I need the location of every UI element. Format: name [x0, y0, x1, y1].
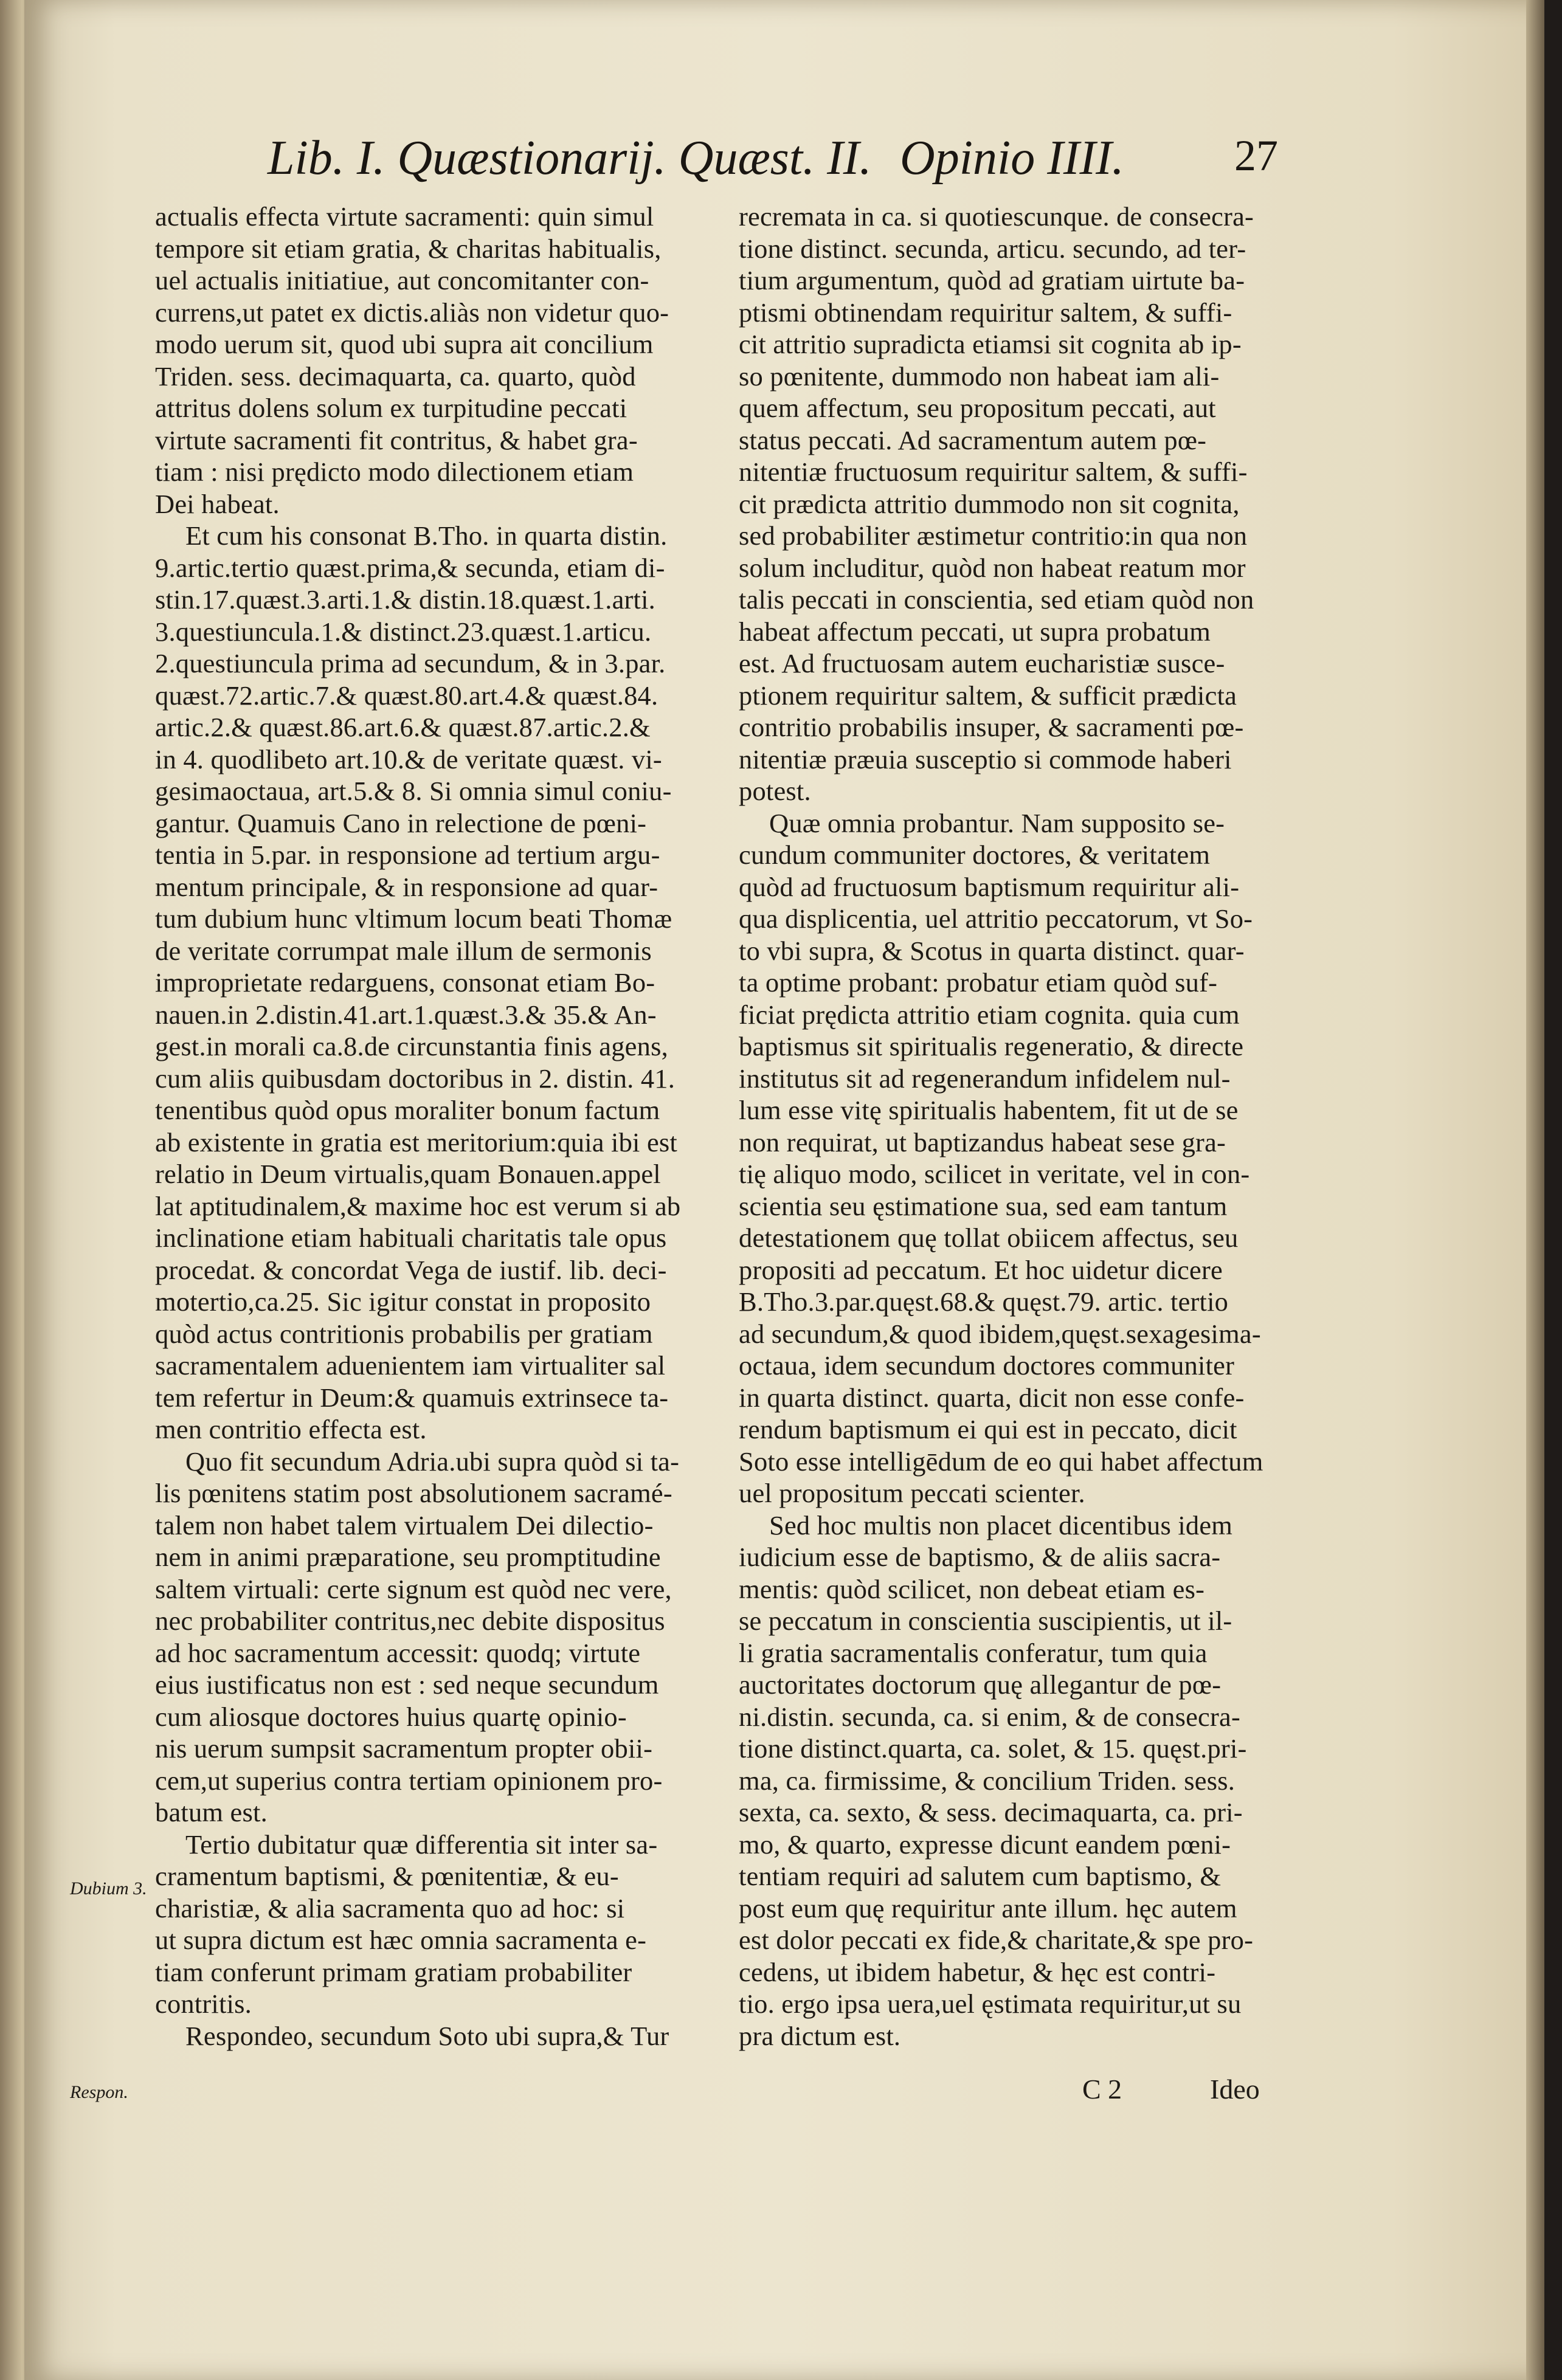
- text-line: ni.distin. secunda, ca. si enim, & de consecra-: [739, 1701, 1240, 1732]
- text-line: cum aliis quibusdam doctoribus in 2. distin. 41.: [155, 1063, 676, 1094]
- text-line: tum dubium hunc vltimum locum beati Thomæ: [155, 903, 672, 934]
- text-line: ab existente in gratia est meritorium:quia ibi est: [155, 1126, 677, 1157]
- signature-mark: C 2: [1082, 2074, 1122, 2105]
- text-line: currens,ut patet ex dictis.aliàs non videtur quo-: [155, 297, 669, 328]
- text-line: cum aliosque doctores huius quartę opinio-: [155, 1701, 627, 1732]
- text-line: li gratia sacramentalis conferatur, tum quia: [739, 1637, 1208, 1668]
- text-line: ptismi obtinendam requiritur saltem, & suffi-: [739, 297, 1232, 328]
- text-line: tentiam requiri ad salutem cum baptismo, &: [739, 1861, 1222, 1891]
- text-line: recremata in ca. si quotiescunque. de consecra-: [739, 201, 1254, 232]
- text-line: saltem virtuali: certe signum est quòd nec vere,: [155, 1573, 672, 1604]
- text-line: post eum quę requiritur ante illum. hęc autem: [739, 1892, 1237, 1923]
- text-line: Triden. sess. decimaquarta, ca. quarto, quòd: [155, 360, 636, 391]
- text-line: modo uerum sit, quod ubi supra ait concilium: [155, 329, 654, 359]
- text-line: virtute sacramenti fit contritus, & habet gra-: [155, 424, 638, 455]
- text-line: sexta, ca. sexto, & sess. decimaquarta, ca. pri-: [739, 1797, 1243, 1827]
- text-line: artic.2.& quæst.86.art.6.& quæst.87.artic.2.&: [155, 712, 651, 742]
- text-line: actualis effecta virtute sacramenti: quin simul: [155, 201, 654, 232]
- catchword: Ideo: [1210, 2074, 1260, 2105]
- text-line: de veritate corrumpat male illum de sermonis: [155, 935, 652, 966]
- text-line: eius iustificatus non est : sed neque secundum: [155, 1669, 659, 1700]
- text-line: Sed hoc multis non placet dicentibus idem: [769, 1509, 1233, 1540]
- text-line: Quo fit secundum Adria.ubi supra quòd si ta-: [185, 1446, 680, 1477]
- margin-note-dubium: Dubium 3.: [70, 1878, 147, 1899]
- text-line: Tertio dubitatur quæ differentia sit inter sa-: [185, 1829, 658, 1860]
- text-line: tione distinct.quarta, ca. solet, & 15. quęst.pri-: [739, 1733, 1247, 1764]
- text-line: tione distinct. secunda, articu. secundo, ad ter-: [739, 233, 1246, 264]
- text-line: B.Tho.3.par.quęst.68.& quęst.79. artic. tertio: [739, 1286, 1229, 1317]
- text-line: nitentiæ fructuosum requiritur saltem, & suffi-: [739, 457, 1248, 487]
- text-line: quòd ad fructuosum baptismum requiritur ali-: [739, 871, 1240, 902]
- text-line: ficiat prędicta attritio etiam cognita. quia cum: [739, 999, 1240, 1030]
- text-line: Quæ omnia probantur. Nam supposito se-: [769, 807, 1225, 838]
- text-line: se peccatum in conscientia suscipientis, ut il-: [739, 1606, 1232, 1636]
- text-line: tem refertur in Deum:& quamuis extrinsece ta-: [155, 1382, 669, 1413]
- text-line: quòd actus contritionis probabilis per gratiam: [155, 1318, 653, 1349]
- text-line: uel propositum peccati scienter.: [739, 1478, 1085, 1508]
- text-line: institutus sit ad regenerandum infidelem nul-: [739, 1063, 1231, 1094]
- text-line: habeat affectum peccati, ut supra probatum: [739, 616, 1211, 647]
- text-line: in quarta distinct. quarta, dicit non esse confe-: [739, 1382, 1245, 1413]
- text-line: baptismus sit spiritualis regeneratio, & directe: [739, 1031, 1244, 1061]
- text-line: est dolor peccati ex fide,& charitate,& spe pro-: [739, 1925, 1254, 1955]
- text-line: relatio in Deum virtualis,quam Bonauen.appel: [155, 1159, 661, 1189]
- text-line: non requirat, ut baptizandus habeat sese gra-: [739, 1126, 1226, 1157]
- text-line: status peccati. Ad sacramentum autem pœ-: [739, 424, 1207, 455]
- text-line: lum esse vitę spiritualis habentem, fit ut de se: [739, 1095, 1239, 1125]
- text-line: ad secundum,& quod ibidem,quęst.sexagesima-: [739, 1318, 1261, 1349]
- text-line: nem in animi præparatione, seu promptitudine: [155, 1542, 661, 1572]
- text-line: quæst.72.artic.7.& quæst.80.art.4.& quæst.84.: [155, 680, 658, 711]
- header-title: Lib. I. Quæstionarij. Quæst. II.: [268, 131, 872, 185]
- text-line: gesimaoctaua, art.5.& 8. Si omnia simul coniu-: [155, 776, 672, 806]
- left-text-column: [155, 201, 739, 2091]
- text-line: 2.questiuncula prima ad secundum, & in 3.par.: [155, 648, 666, 678]
- text-line: uel actualis initiatiue, aut concomitanter con-: [155, 265, 649, 295]
- text-line: est. Ad fructuosam autem eucharistiæ susce-: [739, 648, 1225, 678]
- text-line: auctoritates doctorum quę allegantur de pœ-: [739, 1669, 1222, 1700]
- text-line: propositi ad peccatum. Et hoc uidetur dicere: [739, 1254, 1223, 1285]
- text-line: contritio probabilis insuper, & sacramenti pœ-: [739, 712, 1244, 742]
- text-line: Soto esse intelligēdum de eo qui habet affectum: [739, 1446, 1263, 1477]
- text-line: procedat. & concordat Vega de iustif. lib. deci-: [155, 1254, 667, 1285]
- text-line: nec probabiliter contritus,nec debite dispositus: [155, 1606, 665, 1636]
- right-text-column: [739, 201, 1298, 2091]
- text-line: motertio,ca.25. Sic igitur constat in proposito: [155, 1286, 651, 1317]
- text-line: cedens, ut ibidem habetur, & hęc est contri-: [739, 1956, 1216, 1987]
- text-line: solum includitur, quòd non habeat reatum mor: [739, 552, 1246, 583]
- text-line: tenentibus quòd opus moraliter bonum factum: [155, 1095, 660, 1125]
- text-line: stin.17.quæst.3.arti.1.& distin.18.quæst.1.arti.: [155, 584, 655, 615]
- text-line: in 4. quodlibeto art.10.& de veritate quæst. vi-: [155, 743, 662, 774]
- running-header: [243, 125, 1277, 191]
- text-line: ad hoc sacramentum accessit: quodq; virtute: [155, 1637, 641, 1668]
- text-line: gest.in morali ca.8.de circunstantia finis agens,: [155, 1031, 668, 1061]
- text-line: charistiæ, & alia sacramenta quo ad hoc: si: [155, 1892, 625, 1923]
- text-line: improprietate redarguens, consonat etiam Bo-: [155, 967, 655, 998]
- text-line: so pœnitente, dummodo non habeat iam ali-: [739, 360, 1220, 391]
- text-line: tentia in 5.par. in responsione ad tertium argu-: [155, 840, 660, 870]
- text-line: mentum principale, & in responsione ad quar-: [155, 871, 658, 902]
- text-line: Dei habeat.: [155, 488, 280, 519]
- text-line: tię aliquo modo, scilicet in veritate, vel in con-: [739, 1159, 1250, 1189]
- text-line: talem non habet talem virtualem Dei dilectio-: [155, 1509, 654, 1540]
- text-line: 3.questiuncula.1.& distinct.23.quæst.1.articu.: [155, 616, 652, 647]
- text-line: nitentiæ præuia susceptio si commode haberi: [739, 743, 1232, 774]
- text-line: potest.: [739, 776, 811, 806]
- text-line: qua displicentia, uel attritio peccatorum, vt So-: [739, 903, 1253, 934]
- right-page-edge: [1526, 0, 1544, 2380]
- text-line: ma, ca. firmissime, & concilium Triden. sess.: [739, 1765, 1235, 1796]
- text-line: attritus dolens solum ex turpitudine peccati: [155, 393, 627, 423]
- text-line: contritis.: [155, 1989, 252, 2019]
- header-opinio: Opinio IIII.: [900, 131, 1124, 185]
- text-line: cit attritio supradicta etiamsi sit cognita ab ip-: [739, 329, 1242, 359]
- text-line: iudicium esse de baptismo, & de aliis sacra-: [739, 1542, 1221, 1572]
- text-line: sed probabiliter æstimetur contritio:in qua non: [739, 520, 1248, 551]
- text-line: rendum baptismum ei qui est in peccato, dicit: [739, 1414, 1237, 1444]
- text-line: cit prædicta attritio dummodo non sit cognita,: [739, 488, 1240, 519]
- text-line: tio. ergo ipsa uera,uel ęstimata requiritur,ut su: [739, 1989, 1242, 2019]
- text-line: tiam conferunt primam gratiam probabiliter: [155, 1956, 632, 1987]
- text-line: scientia seu ęstimatione sua, sed eam tantum: [739, 1190, 1228, 1221]
- text-line: Respondeo, secundum Soto ubi supra,& Tur: [185, 2020, 669, 2051]
- text-line: ut supra dictum est hæc omnia sacramenta e-: [155, 1925, 647, 1955]
- text-line: tiam : nisi prędicto modo dilectionem etiam: [155, 457, 634, 487]
- text-line: inclinatione etiam habituali charitatis tale opus: [155, 1223, 667, 1253]
- text-line: batum est.: [155, 1797, 268, 1827]
- text-line: cramentum baptismi, & pœnitentiæ, & eu-: [155, 1861, 619, 1891]
- text-line: quem affectum, seu propositum peccati, aut: [739, 393, 1216, 423]
- text-line: to vbi supra, & Scotus in quarta distinct. quar-: [739, 935, 1245, 966]
- text-line: tempore sit etiam gratia, & charitas habitualis,: [155, 233, 662, 264]
- margin-note-respon: Respon.: [70, 2082, 128, 2102]
- text-line: men contritio effecta est.: [155, 1414, 427, 1444]
- text-line: octaua, idem secundum doctores communiter: [739, 1350, 1235, 1381]
- text-line: lat aptitudinalem,& maxime hoc est verum si ab: [155, 1190, 681, 1221]
- text-line: talis peccati in conscientia, sed etiam quòd non: [739, 584, 1254, 615]
- text-line: 9.artic.tertio quæst.prima,& secunda, etiam di-: [155, 552, 665, 583]
- text-line: nis uerum sumpsit sacramentum propter obii-: [155, 1733, 653, 1764]
- text-line: pra dictum est.: [739, 2020, 901, 2051]
- text-line: cundum communiter doctores, & veritatem: [739, 840, 1211, 870]
- page-number: 27: [1234, 131, 1278, 180]
- text-line: sacramentalem aduenientem iam virtualiter sal: [155, 1350, 666, 1381]
- text-line: tium argumentum, quòd ad gratiam uirtute ba-: [739, 265, 1245, 295]
- text-line: mentis: quòd scilicet, non debeat etiam es-: [739, 1573, 1205, 1604]
- text-line: Et cum his consonat B.Tho. in quarta distin.: [185, 520, 668, 551]
- text-line: cem,ut superius contra tertiam opinionem pro-: [155, 1765, 663, 1796]
- text-line: ta optime probant: probatur etiam quòd suf-: [739, 967, 1218, 998]
- text-line: gantur. Quamuis Cano in relectione de pœni-: [155, 807, 647, 838]
- text-line: ptionem requiritur saltem, & sufficit prædicta: [739, 680, 1237, 711]
- text-line: nauen.in 2.distin.41.art.1.quæst.3.& 35.& An-: [155, 999, 657, 1030]
- text-line: lis pœnitens statim post absolutionem sacramé-: [155, 1478, 672, 1508]
- text-line: detestationem quę tollat obiicem affectus, seu: [739, 1223, 1239, 1253]
- text-line: mo, & quarto, expresse dicunt eandem pœni-: [739, 1829, 1231, 1860]
